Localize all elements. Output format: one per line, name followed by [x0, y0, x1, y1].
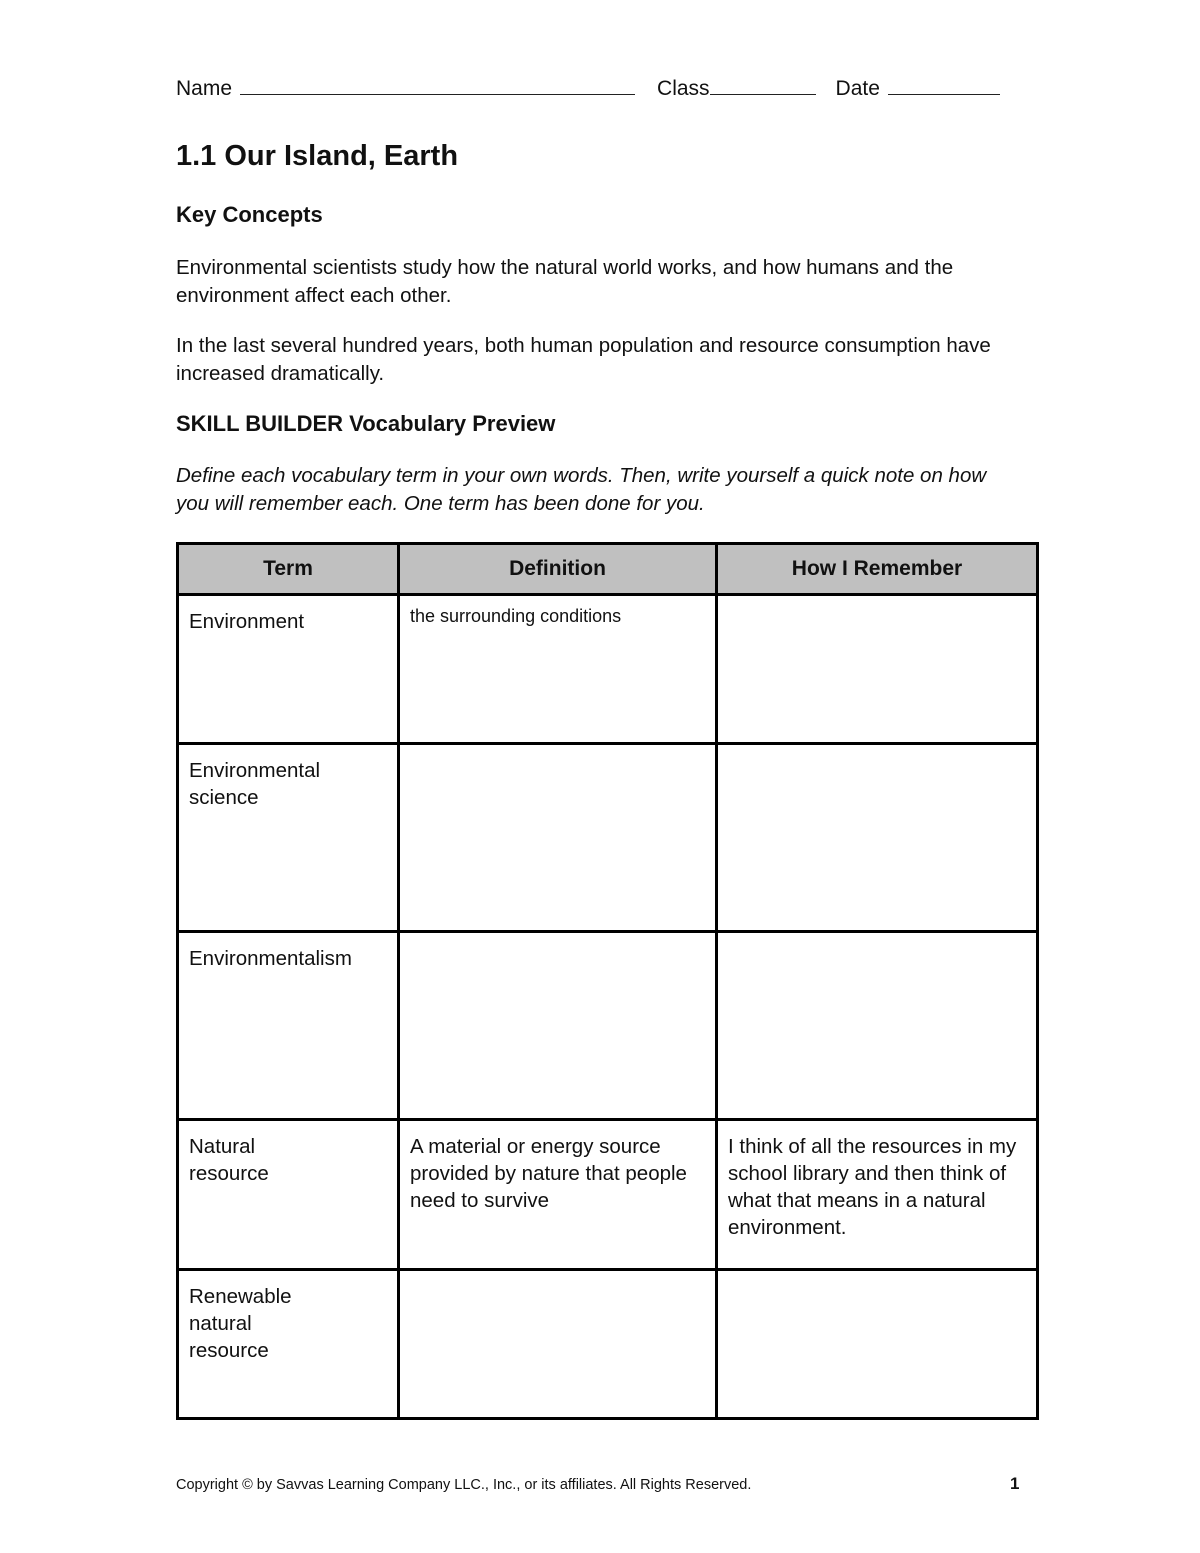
term-text: Renewable natural resource — [189, 1285, 292, 1362]
table-row — [178, 595, 1038, 744]
table-row — [178, 932, 1038, 1120]
remember-text — [718, 933, 1036, 945]
class-label: Class — [657, 77, 710, 100]
term-cell — [178, 1270, 399, 1419]
definition-cell[interactable] — [399, 595, 717, 744]
table-row — [178, 1120, 1038, 1270]
table-header-row — [178, 544, 1038, 595]
definition-text — [400, 1271, 715, 1283]
remember-text — [718, 596, 1036, 608]
class-field[interactable] — [710, 76, 816, 95]
term-cell — [178, 744, 399, 932]
name-label: Name — [176, 77, 233, 100]
date-field[interactable] — [888, 76, 1000, 95]
table-row — [178, 744, 1038, 932]
key-concepts-heading: Key Concepts — [176, 202, 323, 227]
name-field[interactable] — [240, 76, 635, 95]
remember-cell[interactable] — [717, 744, 1038, 932]
term-text: Environment — [189, 610, 305, 633]
column-header-how-i-remember: How I Remember — [717, 544, 1038, 595]
remember-cell[interactable] — [717, 932, 1038, 1120]
definition-text — [400, 933, 715, 945]
definition-cell[interactable] — [399, 932, 717, 1120]
skill-builder-instructions: Define each vocabulary term in your own words. Then, write yourself a quick note on how you will remember each. One term has been done for you. — [176, 464, 987, 515]
definition-text — [400, 745, 715, 757]
remember-text — [718, 745, 1036, 757]
remember-text: I think of all the resources in my school library and then think of what that means in a natural environment. — [728, 1135, 1017, 1239]
term-cell — [178, 932, 399, 1120]
definition-text: the surrounding conditions — [410, 606, 622, 626]
table-row — [178, 1270, 1038, 1419]
remember-text — [718, 1271, 1036, 1283]
definition-text: A material or energy source provided by nature that people need to survive — [410, 1135, 687, 1212]
definition-cell[interactable] — [399, 1120, 717, 1270]
student-info-line — [176, 76, 1036, 101]
date-label: Date — [835, 77, 880, 100]
remember-cell[interactable] — [717, 1270, 1038, 1419]
key-concept-paragraph-2: In the last several hundred years, both human population and resource consumption have increased dramatically. — [176, 334, 991, 385]
term-cell — [178, 1120, 399, 1270]
term-cell — [178, 595, 399, 744]
key-concept-paragraph-1: Environmental scientists study how the natural world works, and how humans and the environment affect each other. — [176, 256, 954, 307]
column-header-term: Term — [178, 544, 399, 595]
term-text: Natural resource — [189, 1135, 269, 1185]
remember-cell[interactable] — [717, 595, 1038, 744]
copyright-notice: Copyright © by Savvas Learning Company LLC., Inc., or its affiliates. All Rights Reserved. — [176, 1477, 752, 1493]
definition-cell[interactable] — [399, 744, 717, 932]
page-title: 1.1 Our Island, Earth — [176, 140, 459, 172]
vocabulary-table — [176, 542, 1039, 1420]
remember-cell[interactable] — [717, 1120, 1038, 1270]
skill-builder-heading: SKILL BUILDER Vocabulary Preview — [176, 411, 556, 436]
term-text: Environmental science — [189, 759, 321, 809]
column-header-definition: Definition — [399, 544, 717, 595]
definition-cell[interactable] — [399, 1270, 717, 1419]
page-number: 1 — [1010, 1474, 1020, 1493]
term-text: Environmentalism — [189, 947, 352, 970]
